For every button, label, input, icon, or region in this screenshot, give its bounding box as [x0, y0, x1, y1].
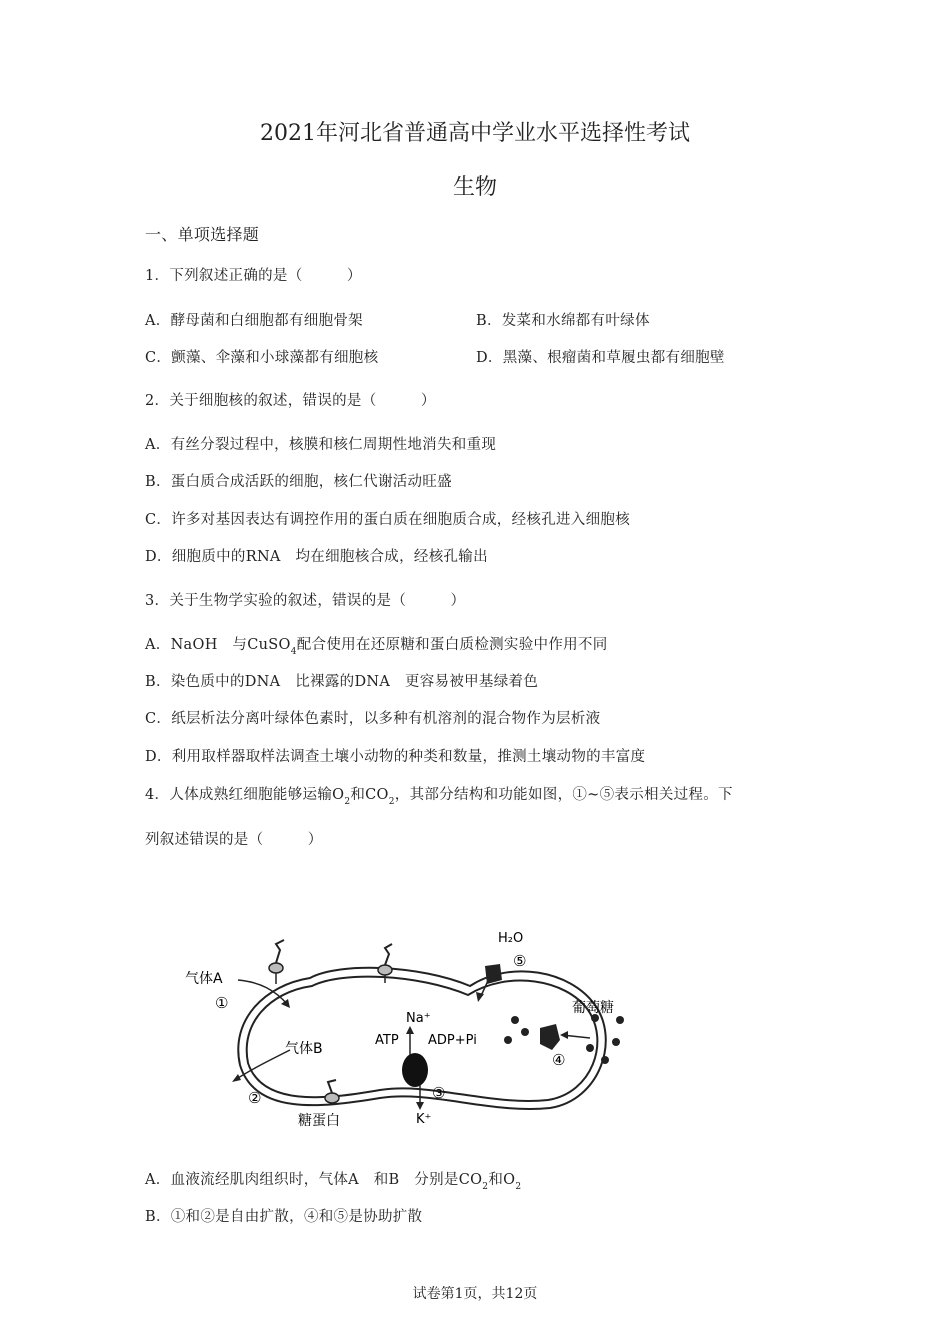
q1-option-c: C．颤藻、伞藻和小球藻都有细胞核 [145, 350, 379, 366]
q2-option-d: D．细胞质中的RNA 均在细胞核合成，经核孔输出 [145, 549, 488, 565]
question-1-stem: 1．下列叙述正确的是（ ） [145, 268, 362, 284]
label-gas-a: 气体A [185, 971, 223, 987]
question-4-stem-line2: 列叙述错误的是（ ） [145, 832, 323, 848]
label-potassium: K⁺ [416, 1112, 432, 1127]
glycoprotein-top-left [269, 940, 284, 984]
q3-option-d: D．利用取样器取样法调查土壤小动物的种类和数量，推测土壤动物的丰富度 [145, 749, 646, 765]
label-water: H₂O [498, 931, 524, 946]
gas-b-arrow [235, 1050, 290, 1080]
q4-option-b: B．①和②是自由扩散，④和⑤是协助扩散 [145, 1209, 423, 1225]
label-gas-b: 气体B [285, 1041, 323, 1057]
page-footer: 试卷第1页，共12页 [412, 1286, 538, 1302]
gas-a-arrow [238, 980, 288, 1005]
glycoprotein-bottom [325, 1080, 339, 1103]
label-process-1: ① [215, 994, 229, 1012]
question-3-stem: 3．关于生物学实验的叙述，错误的是（ ） [145, 593, 466, 609]
subject-title: 生物 [452, 175, 497, 200]
label-process-3: ③ [432, 1084, 446, 1102]
label-adp: ADP+Pi [428, 1033, 477, 1048]
q2-option-c: C．许多对基因表达有调控作用的蛋白质在细胞质合成，经核孔进入细胞核 [145, 512, 630, 528]
question-4-stem: 4．人体成熟红细胞能够运输$O_2$和$CO_2$，其部分结构和功能如图，①~⑤表示相关过程。下 [145, 787, 733, 807]
label-process-4: ④ [552, 1051, 566, 1069]
q1-option-b: B．发菜和水绵都有叶绿体 [476, 313, 650, 329]
label-glycoprotein: 糖蛋白 [298, 1113, 340, 1129]
sodium-potassium-pump [402, 1053, 428, 1087]
glucose-transporter [540, 1024, 560, 1050]
question-2-stem: 2．关于细胞核的叙述，错误的是（ ） [145, 393, 436, 409]
q3-option-a: A．NaOH 与CuSO$_4$配合使用在还原糖和蛋白质检测实验中作用不同 [145, 637, 608, 657]
q4-option-a: A．血液流经肌肉组织时，气体A 和B 分别是$CO_2$和$O_2$ [145, 1172, 522, 1192]
red-blood-cell-figure [180, 920, 640, 1135]
q2-option-b: B．蛋白质合成活跃的细胞，核仁代谢活动旺盛 [145, 474, 452, 490]
label-process-5: ⑤ [513, 952, 527, 970]
label-process-2: ② [248, 1089, 262, 1107]
q1-option-a: A．酵母菌和白细胞都有细胞骨架 [145, 313, 363, 329]
q3-option-b: B．染色质中的DNA 比裸露的DNA 更容易被甲基绿着色 [145, 674, 539, 690]
exam-title: 2021年河北省普通高中学业水平选择性考试 [260, 121, 690, 146]
q3-option-c: C．纸层析法分离叶绿体色素时，以多种有机溶剂的混合物作为层析液 [145, 711, 601, 727]
label-glucose: 葡萄糖 [572, 1000, 614, 1016]
label-atp: ATP [375, 1033, 399, 1048]
q2-option-a: A．有丝分裂过程中，核膜和核仁周期性地消失和重现 [145, 437, 497, 453]
q1-option-d: D．黑藻、根瘤菌和草履虫都有细胞壁 [476, 350, 725, 366]
section-heading: 一、单项选择题 [145, 225, 260, 244]
label-sodium: Na⁺ [406, 1011, 431, 1026]
